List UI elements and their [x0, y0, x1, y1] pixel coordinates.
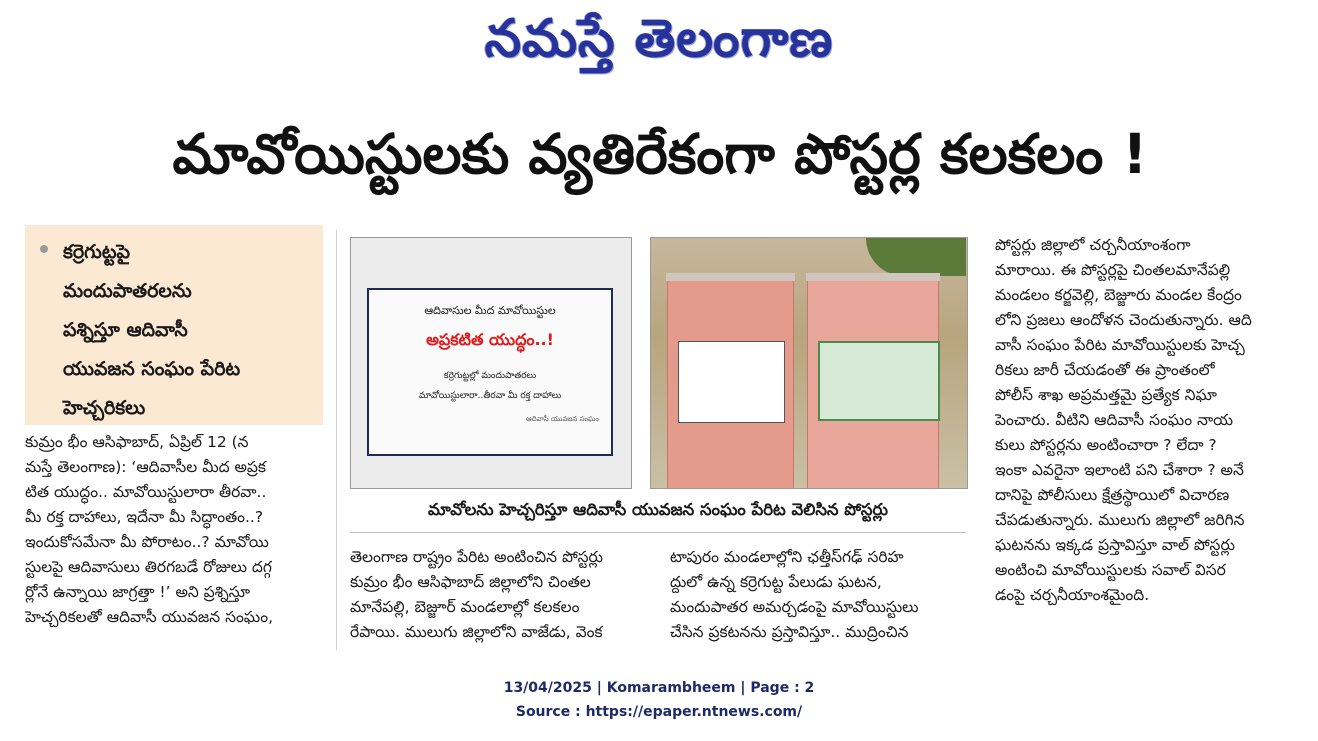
pillar-cap	[666, 273, 795, 281]
photo-poster-wall	[350, 237, 632, 489]
text-line: ఇంకా ఎవరైనా ఇలాంటి పని చేశారా ? అనే	[995, 461, 1244, 479]
column-divider	[336, 230, 337, 650]
poster-signature: ఆదివాసీ యువజన సంఘం	[526, 415, 599, 423]
text-line: పోస్టర్లు జిల్లాలో చర్చనీయాంశంగా	[995, 236, 1191, 254]
highlight-box	[25, 225, 323, 425]
footer-source-link[interactable]: Source : https://epaper.ntnews.com/	[515, 704, 803, 720]
text-line: ఘటనను ఇక్కడ ప్రస్తావిస్తూ వాల్ పోస్టర్లు	[995, 536, 1235, 554]
text-line: కుమ్రం భీం ఆసిఫాబాద్, ఏప్రిల్ 12 (న	[25, 433, 249, 451]
poster-line: మావోయిస్టులారా..తీరవా మీ రక్త దాహాలు	[418, 391, 562, 401]
text-line: మారాయి. ఈ పోస్టర్లపై చింతలమానేపల్లి	[995, 261, 1231, 279]
caption-rule	[350, 532, 966, 533]
text-line: కుమ్రం భీం ఆసిఫాబాద్ జిల్లాలోని చింతల	[350, 573, 591, 591]
text-line: ఇందుకోసమేనా మీ పోరాటం..? మావోయి	[25, 533, 269, 551]
text-line: మందుపాతర అమర్చడంపై మావోయిస్టులు	[670, 598, 919, 616]
text-line: మానేపల్లి, బెజ్జూర్ మండలాల్లో కలకలం	[350, 598, 580, 616]
poster	[367, 288, 613, 456]
pillar-cap	[806, 273, 940, 281]
article-column-3	[670, 545, 968, 645]
text-line: అంటించి మావోయిస్టులకు సవాల్ విసర	[995, 561, 1226, 579]
text-line: ద్దులో ఉన్న కర్రెగుట్ట పేలుడు ఘటన,	[670, 573, 882, 591]
text-line: రేపాయి. ములుగు జిల్లాలోని వాజేడు, వెంక	[350, 623, 603, 641]
text-line: టిత యుద్ధం.. మావోయిస్టులారా తీరవా..	[25, 483, 267, 501]
highlight-line: హెచ్చరికలు	[63, 397, 146, 419]
tree-foliage	[866, 238, 966, 276]
text-line: పెంచారు. వీటిని ఆదివాసీ సంఘం నాయ	[995, 411, 1234, 429]
text-line: స్టులపై ఆదివాసులు తిరగబడే రోజులు దగ్గ	[25, 558, 272, 576]
photo-caption: మావోలను హెచ్చరిస్తూ ఆదివాసీ యువజన సంఘం పేరిట వెలిసిన పోస్టర్లు	[428, 500, 888, 519]
text-line: తెలంగాణ రాష్ట్రం పేరిట అంటించిన పోస్టర్లు	[350, 548, 603, 566]
highlight-line: మందుపాతరలను	[63, 280, 192, 302]
text-line: టాపురం మండలాల్లోని ఛత్తీస్‌గఢ్ సరిహ	[670, 548, 904, 566]
text-line: మస్తే తెలంగాణ): ‘ఆదివాసీల మీద అప్రక	[25, 458, 266, 476]
poster-line: ఆదివాసుల మీద మావోయిస్టుల	[424, 304, 556, 317]
text-line: డంపై చర్చనీయాంశమైంది.	[995, 586, 1150, 604]
photo-pillars	[650, 237, 968, 489]
text-line: మీ రక్త దాహాలు, ఇదేనా మీ సిద్ధాంతం..?	[25, 508, 264, 526]
poster-line: కర్రెగుట్టల్లో మందుపాతరలు	[443, 371, 537, 381]
pasted-notice	[678, 341, 785, 423]
highlight-line: పశ్నిస్తూ ఆదివాసీ	[63, 319, 188, 341]
text-line: పోలీస్ శాఖ అప్రమత్తమై ప్రత్యేక నిఘా	[995, 386, 1217, 404]
text-line: లోని ప్రజలు ఆందోళన చెందుతున్నారు. ఆది	[995, 311, 1252, 329]
pasted-notice-green	[818, 341, 940, 421]
text-line: చేపడుతున్నారు. ములుగు జిల్లాలో జరిగిన	[995, 511, 1245, 529]
text-line: మండలం కర్జవెల్లి, బెజ్జూరు మండల కేంద్రం	[995, 286, 1242, 304]
article-column-2	[350, 545, 645, 645]
text-line: వాసీ సంఘం పేరిట మావోయిస్టులకు హెచ్చ	[995, 336, 1245, 354]
pillar	[667, 278, 794, 489]
masthead-logo: నమస్తే తెలంగాణ	[484, 9, 834, 69]
poster-title: అప్రకటిత యుద్ధం..!	[426, 330, 554, 349]
pillar	[807, 278, 939, 489]
headline: మావోయిస్టులకు వ్యతిరేకంగా పోస్టర్ల కలకలం !	[172, 122, 1148, 186]
article-column-1	[25, 430, 323, 630]
text-line: చేసిన ప్రకటనను ప్రస్తావిస్తూ.. ముద్రించిన	[670, 623, 909, 641]
article-column-4	[995, 233, 1295, 608]
footer-edition-info: 13/04/2025 | Komarambheem | Page : 2	[503, 680, 815, 696]
bullet-icon	[40, 245, 48, 253]
text-line: కులు పోస్టర్లను అంటించారా ? లేదా ?	[995, 436, 1217, 454]
highlight-line: యువజన సంఘం పేరిట	[63, 358, 241, 380]
text-line: ర్లోనే ఉన్నాయి జాగ్రత్తా !’ అని ప్రశ్నిస్తూ	[25, 583, 251, 601]
text-line: రికలు జారీ చేయడంతో ఈ ప్రాంతంలో	[995, 361, 1215, 379]
text-line: దానిపై పోలీసులు క్షేత్రస్థాయిలో విచారణ	[995, 486, 1230, 504]
text-line: హెచ్చరికలతో ఆదివాసీ యువజన సంఘం,	[25, 608, 273, 626]
highlight-line: కర్రెగుట్టపై	[63, 241, 131, 263]
